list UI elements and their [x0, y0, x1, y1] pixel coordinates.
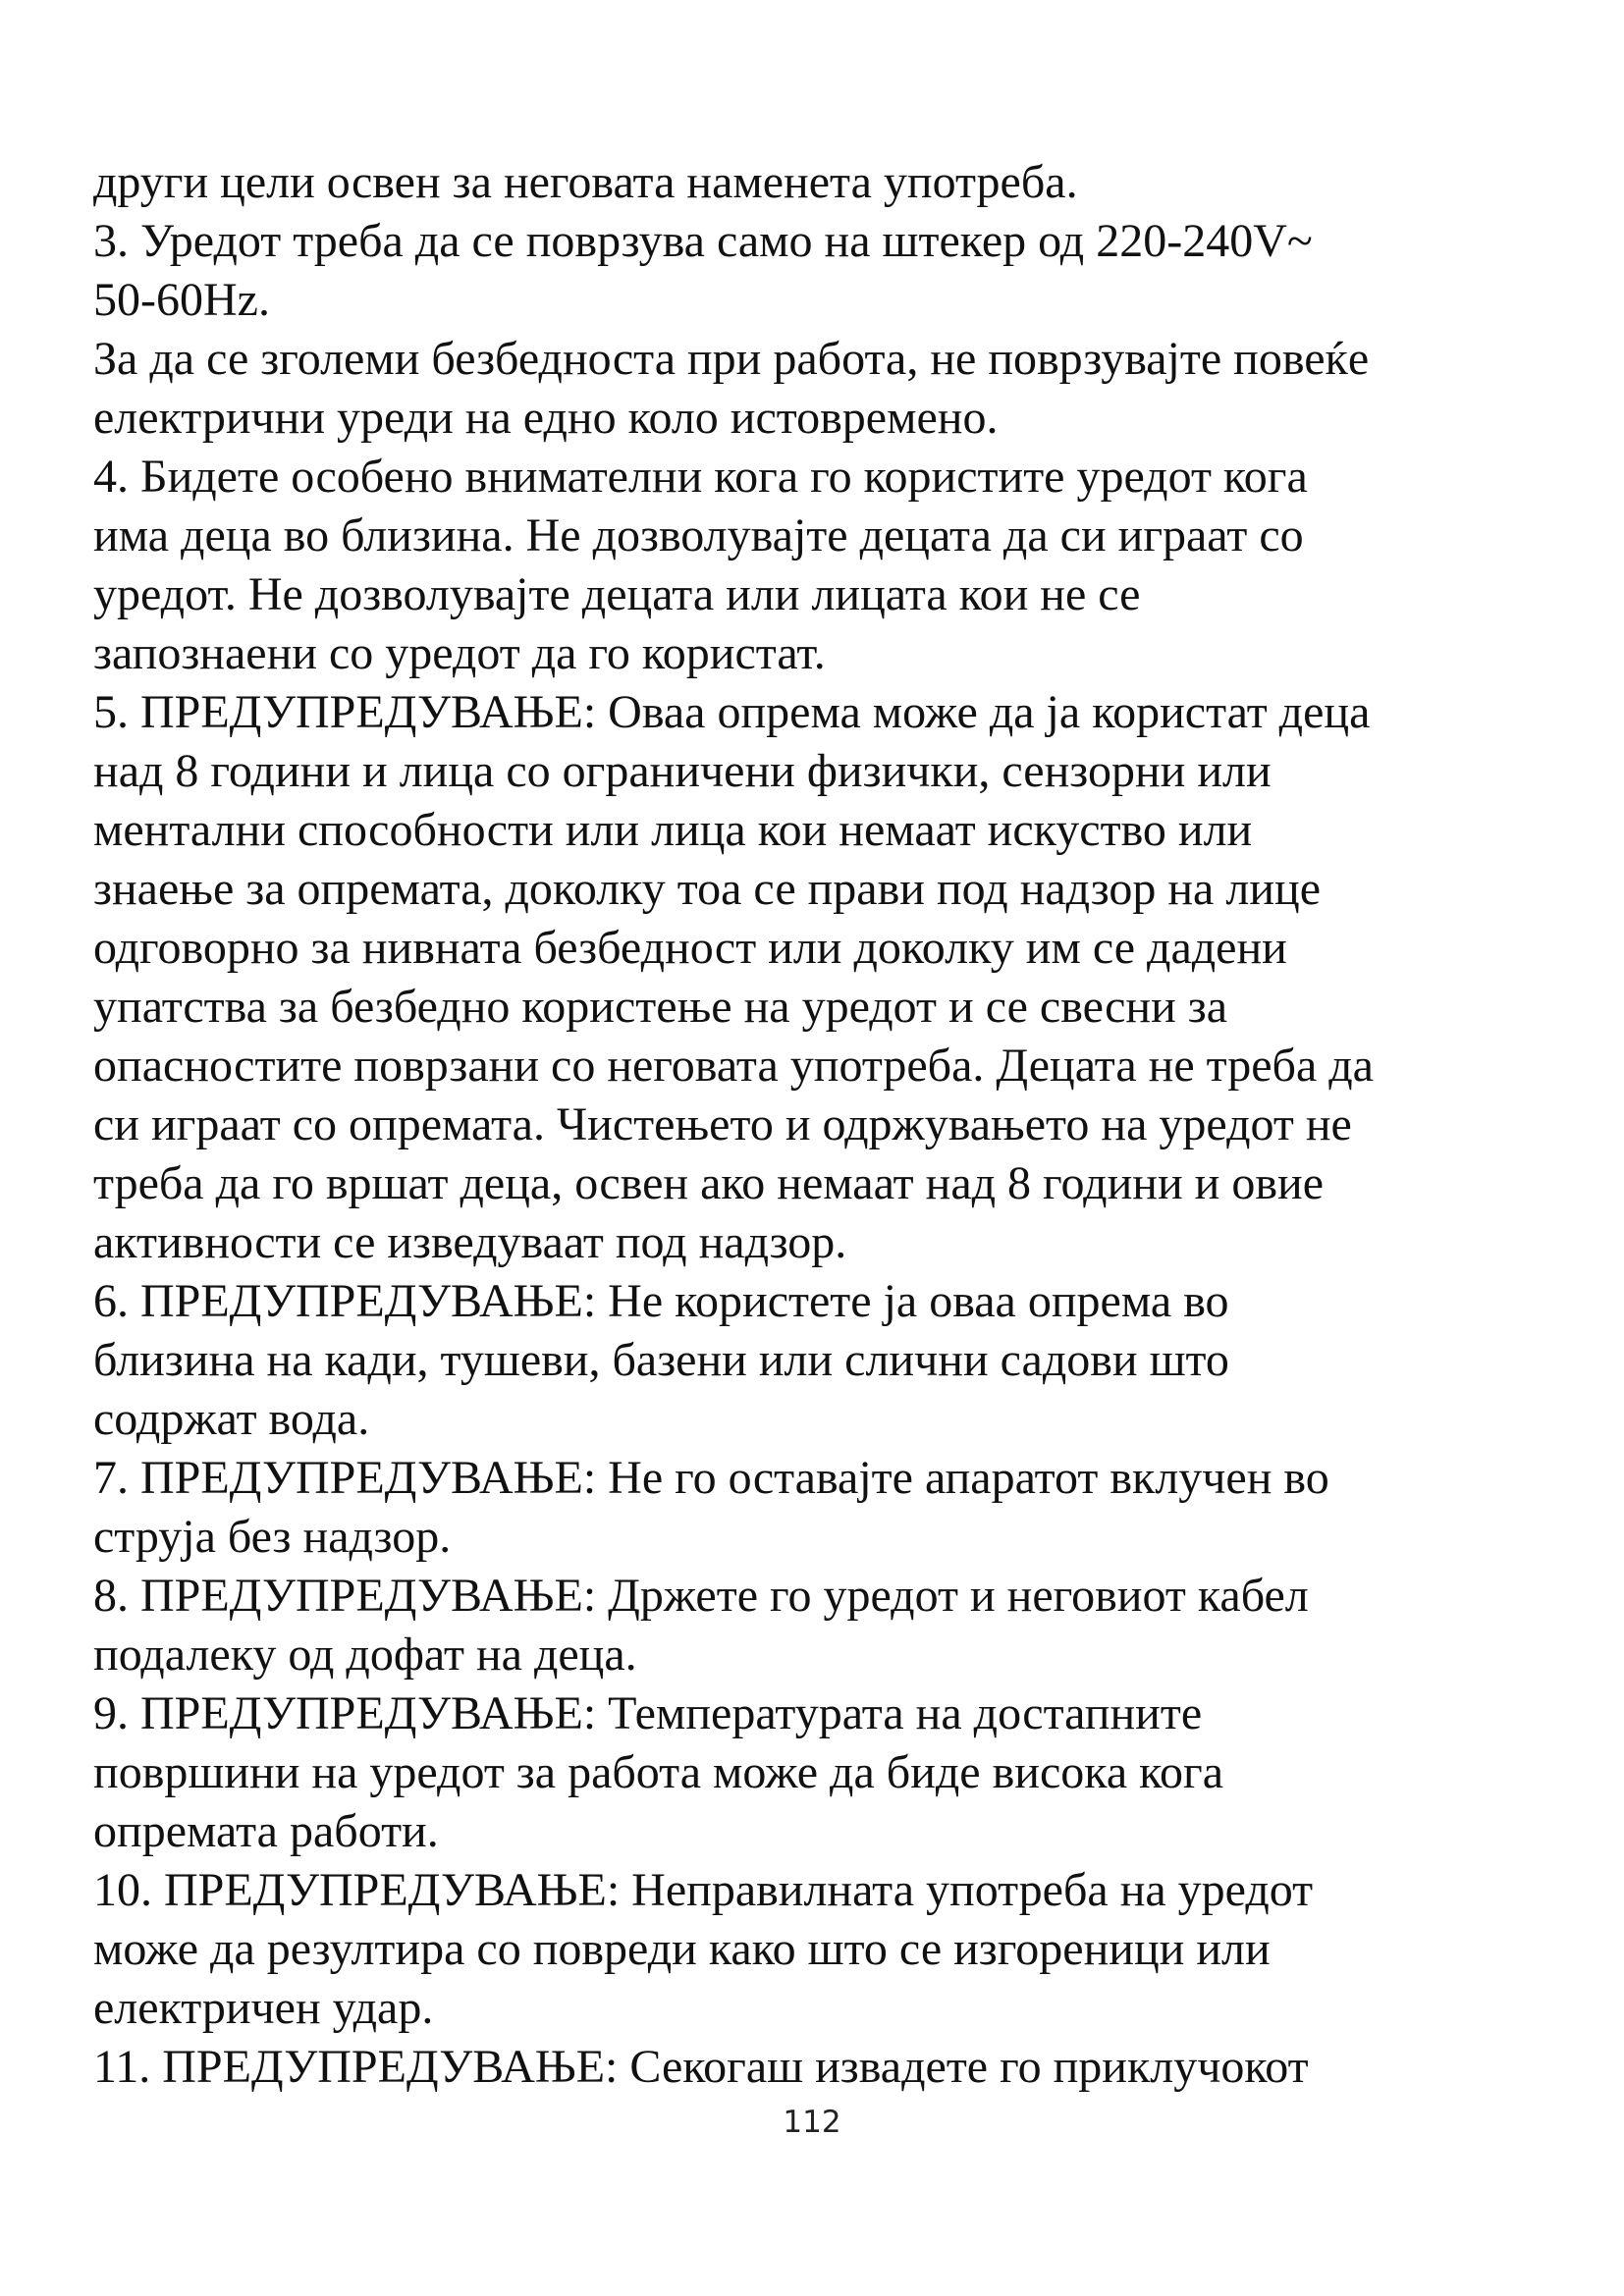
- text-line: други цели освен за неговата наменета употреба.: [93, 156, 1078, 208]
- text-line: За да се зголеми безбедноста при работа, не поврзувајте повеќе: [93, 333, 1370, 385]
- text-line: запознаени со уредот да го користат.: [93, 627, 826, 679]
- text-line: треба да го вршат деца, освен ако немаат над 8 години и овие: [93, 1157, 1324, 1209]
- text-line: 10. ПРЕДУПРЕДУВАЊЕ: Неправилната употреба на уредот: [93, 1864, 1314, 1916]
- text-line: 9. ПРЕДУПРЕДУВАЊЕ: Температурата на достапните: [93, 1687, 1203, 1739]
- text-line: 3. Уредот треба да се поврзува само на штекер од 220-240V~: [93, 215, 1313, 267]
- text-line: може да резултира со повреди како што се изгореници или: [93, 1923, 1271, 1975]
- text-line: одговорно за нивната безбедност или доколку им се дадени: [93, 922, 1287, 974]
- text-line: активности се изведуваат под надзор.: [93, 1216, 847, 1268]
- text-line: електричен удар.: [93, 1982, 434, 2034]
- text-line: 7. ПРЕДУПРЕДУВАЊЕ: Не го оставајте апаратот вклучен во: [93, 1452, 1329, 1504]
- text-line: подалеку од дофат на деца.: [93, 1629, 637, 1681]
- text-line: над 8 години и лица со ограничени физички, сензорни или: [93, 745, 1272, 797]
- text-line: 11. ПРЕДУПРЕДУВАЊЕ: Секогаш извадете го приклучокот: [93, 2041, 1309, 2093]
- text-line: уредот. Не дозволувајте децата или лицата кои не се: [93, 568, 1141, 620]
- text-line: 8. ПРЕДУПРЕДУВАЊЕ: Држете го уредот и неговиот кабел: [93, 1570, 1309, 1622]
- body-text: [93, 153, 1546, 2097]
- text-line: упатства за безбедно користење на уредот и се свесни за: [93, 981, 1228, 1033]
- text-line: 4. Бидете особено внимателни кога го користите уредот кога: [93, 451, 1308, 503]
- text-line: струја без надзор.: [93, 1511, 452, 1563]
- text-line: 50-60Hz.: [93, 274, 270, 326]
- text-line: близина на кади, тушеви, базени или слични садови што: [93, 1334, 1229, 1386]
- text-line: површини на уредот за работа може да биде висока кога: [93, 1746, 1224, 1798]
- text-line: опремата работи.: [93, 1805, 439, 1857]
- text-line: содржат вода.: [93, 1393, 370, 1445]
- text-line: си играат со опремата. Чистењето и одржувањето на уредот не: [93, 1098, 1352, 1150]
- text-line: електрични уреди на едно коло истовремено.: [93, 392, 999, 444]
- text-line: има деца во близина. Не дозволувајте децата да си играат со: [93, 509, 1304, 561]
- page-number: 112: [783, 2105, 841, 2140]
- text-line: ментални способности или лица кои немаат искуство или: [93, 804, 1253, 856]
- text-line: 6. ПРЕДУПРЕДУВАЊЕ: Не користете ја оваа опрема во: [93, 1275, 1229, 1327]
- text-line: опасностите поврзани со неговата употреба. Децата не треба да: [93, 1040, 1374, 1092]
- text-line: 5. ПРЕДУПРЕДУВАЊЕ: Оваа опрема може да ја користат деца: [93, 686, 1371, 738]
- text-line: знаење за опремата, доколку тоа се прави под надзор на лице: [93, 863, 1321, 915]
